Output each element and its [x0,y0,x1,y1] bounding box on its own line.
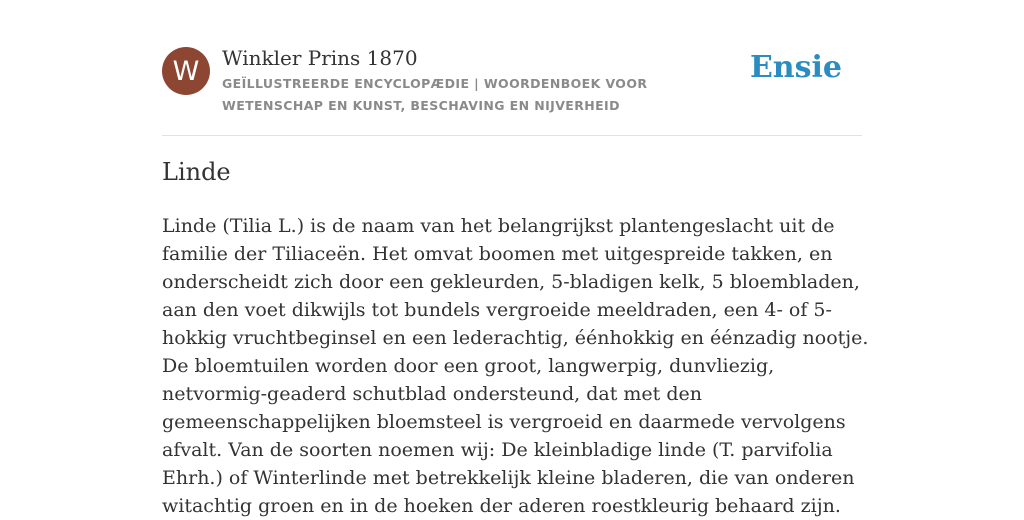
source-title[interactable]: Winkler Prins 1870 [222,46,418,70]
page [162,0,869,517]
header [162,0,862,136]
avatar[interactable]: W [162,47,210,95]
entry-title: Linde [162,158,231,186]
brand-logo-link[interactable]: Ensie [749,50,842,85]
entry-body: Linde (Tilia L.) is de naam van het belangrijkst plantengeslacht uit de familie der Tiliaceën. Het omvat boomen met uitgespreide takken, en onderscheidt zich door een gekleurden, 5-bladigen kelk, 5 bloembladen, aan den voet dikwijls tot bundels vergroeide meeldraden, een 4- of 5-hokkig vruchtbeginsel en een lederachtig, éénhokkig en éénzadig nootje. De bloemtuilen worden door een groot, langwerpig, dunvliezig, netvormig-geaderd schutblad ondersteund, dat met den gemeenschappelijken bloemsteel is vergroeid en daarmede vervolgens afvalt. Van de soorten noemen wij: De kleinbladige linde (T. parvifolia Ehrh.) of Winterlinde met betrekkelijk kleine bladeren, die van onderen witachtig groen en in de hoeken der aderen roestkleurig behaard zijn. [162,215,869,517]
source-subtitle: GEÏLLUSTREERDE ENCYCLOPÆDIE | WOORDENBOEK VOOR WETENSCHAP EN KUNST, BESCHAVING EN NIJVERHEID [222,76,648,113]
